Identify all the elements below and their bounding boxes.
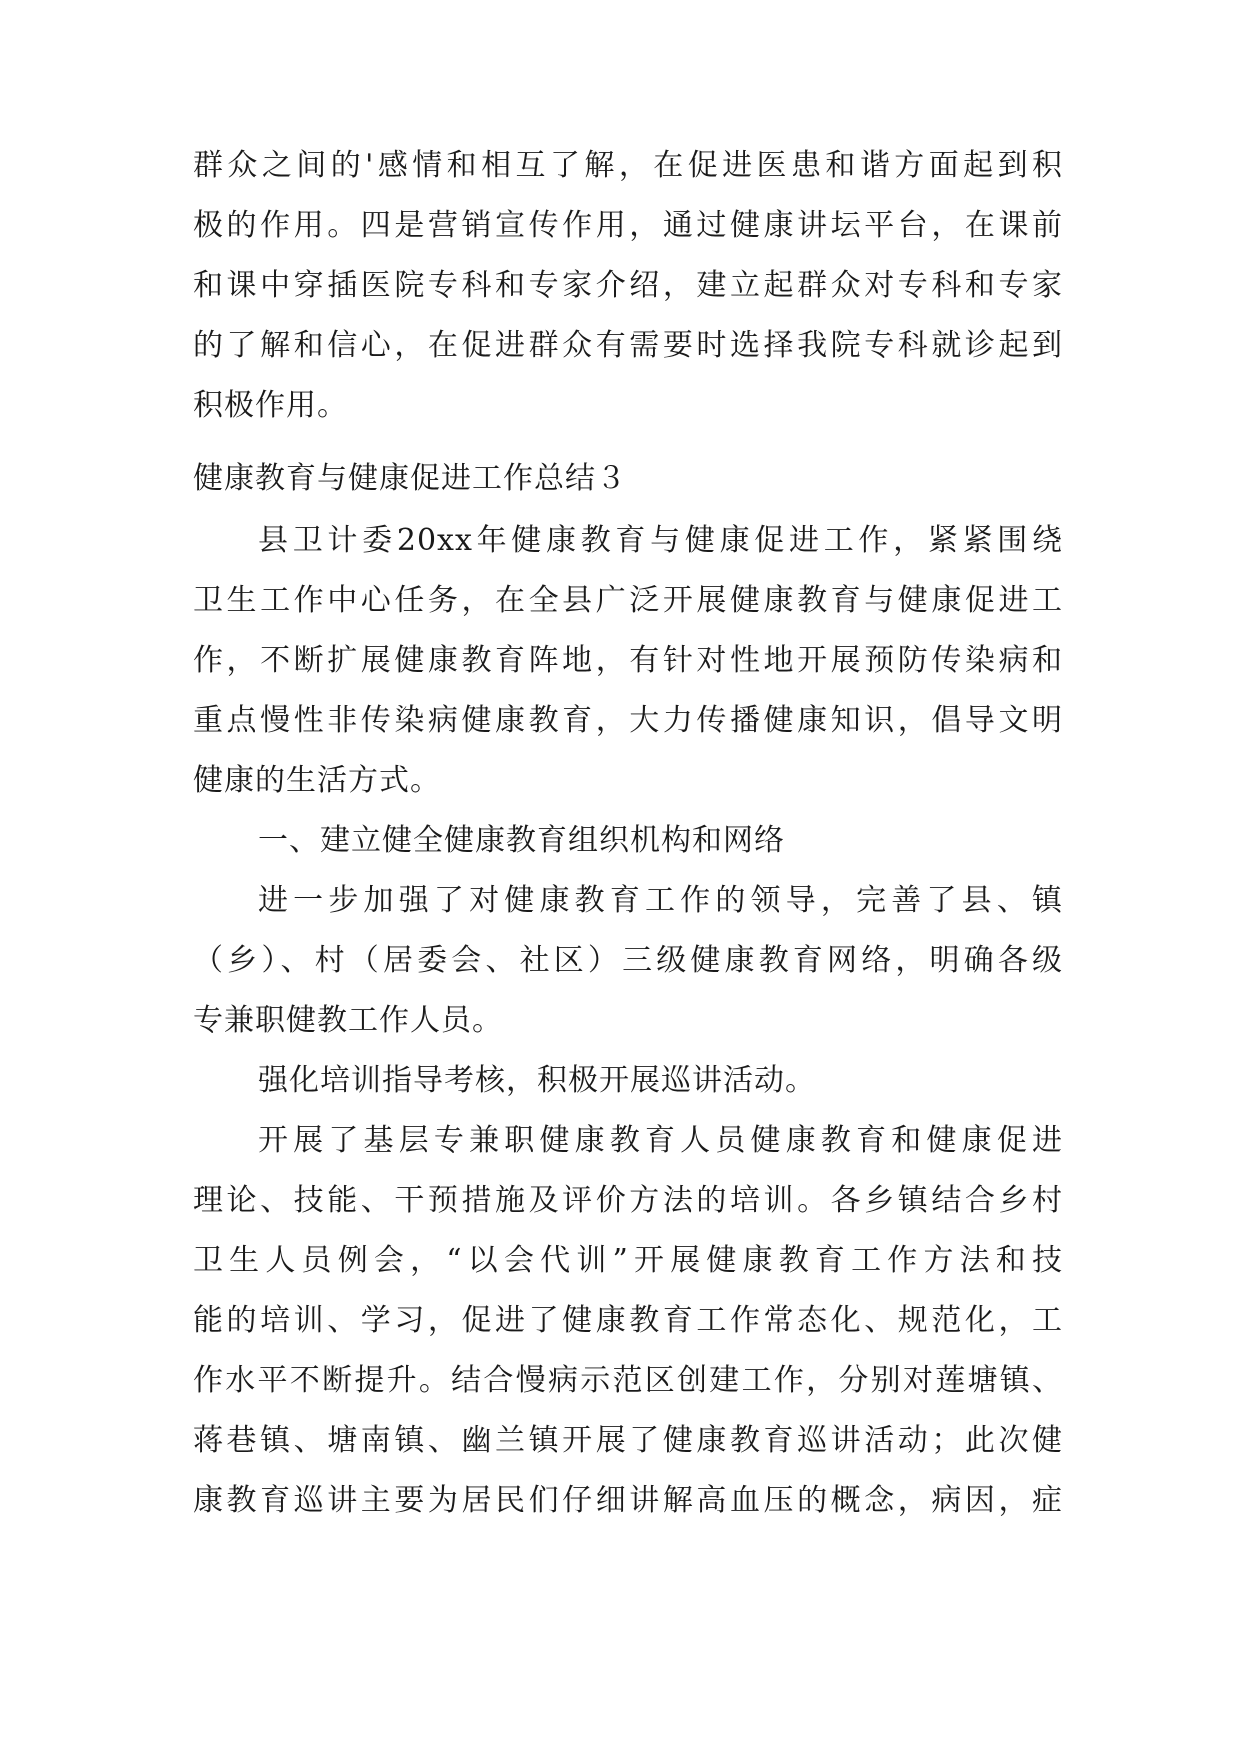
text-line: 积极作用。 <box>193 388 348 423</box>
section-title: 健康教育与健康促进工作总结３ <box>193 461 627 496</box>
text-line: 健康的生活方式。 <box>193 763 441 798</box>
text-line: 极的作用。四是营销宣传作用，通过健康讲坛平台，在课前 <box>193 208 1063 243</box>
text-line: 理论、技能、干预措施及评价方法的培训。各乡镇结合乡村 <box>193 1183 1063 1218</box>
text-line: 重点慢性非传染病健康教育，大力传播健康知识，倡导文明 <box>193 703 1063 738</box>
paragraph-continued <box>193 136 1063 436</box>
text-line: 卫生工作中心任务，在全县广泛开展健康教育与健康促进工 <box>193 583 1063 618</box>
text-line: 专兼职健教工作人员。 <box>193 1003 503 1038</box>
text-line: 开展了基层专兼职健康教育人员健康教育和健康促进 <box>258 1123 1063 1158</box>
document-body <box>193 511 1063 1531</box>
text-line: 蒋巷镇、塘南镇、幽兰镇开展了健康教育巡讲活动；此次健 <box>193 1423 1063 1458</box>
paragraph-intro <box>193 511 1063 811</box>
text-line: 作水平不断提升。结合慢病示范区创建工作，分别对莲塘镇、 <box>193 1363 1063 1398</box>
text-line: 县卫计委20xx年健康教育与健康促进工作，紧紧围绕 <box>258 523 1063 558</box>
text-line: 进一步加强了对健康教育工作的领导，完善了县、镇 <box>258 883 1063 918</box>
text-line: 康教育巡讲主要为居民们仔细讲解高血压的概念，病因，症 <box>193 1483 1063 1518</box>
text-line: 强化培训指导考核，积极开展巡讲活动。 <box>258 1063 816 1098</box>
text-line: 能的培训、学习，促进了健康教育工作常态化、规范化，工 <box>193 1303 1063 1338</box>
text-line: 卫生人员例会，“以会代训”开展健康教育工作方法和技 <box>193 1243 1063 1278</box>
paragraph-network <box>193 871 1063 1051</box>
text-line: 作，不断扩展健康教育阵地，有针对性地开展预防传染病和 <box>193 643 1063 678</box>
section-heading: 一、建立健全健康教育组织机构和网络 <box>258 823 785 858</box>
paragraph-training-detail <box>193 1111 1063 1531</box>
text-line: （乡）、村（居委会、社区）三级健康教育网络，明确各级 <box>193 943 1063 978</box>
text-line: 群众之间的'感情和相互了解，在促进医患和谐方面起到积 <box>193 148 1063 183</box>
text-line: 和课中穿插医院专科和专家介绍，建立起群众对专科和专家 <box>193 268 1063 303</box>
paragraph-training-summary <box>193 1051 1063 1111</box>
text-line: 的了解和信心，在促进群众有需要时选择我院专科就诊起到 <box>193 328 1063 363</box>
section-title-block <box>193 449 1063 509</box>
